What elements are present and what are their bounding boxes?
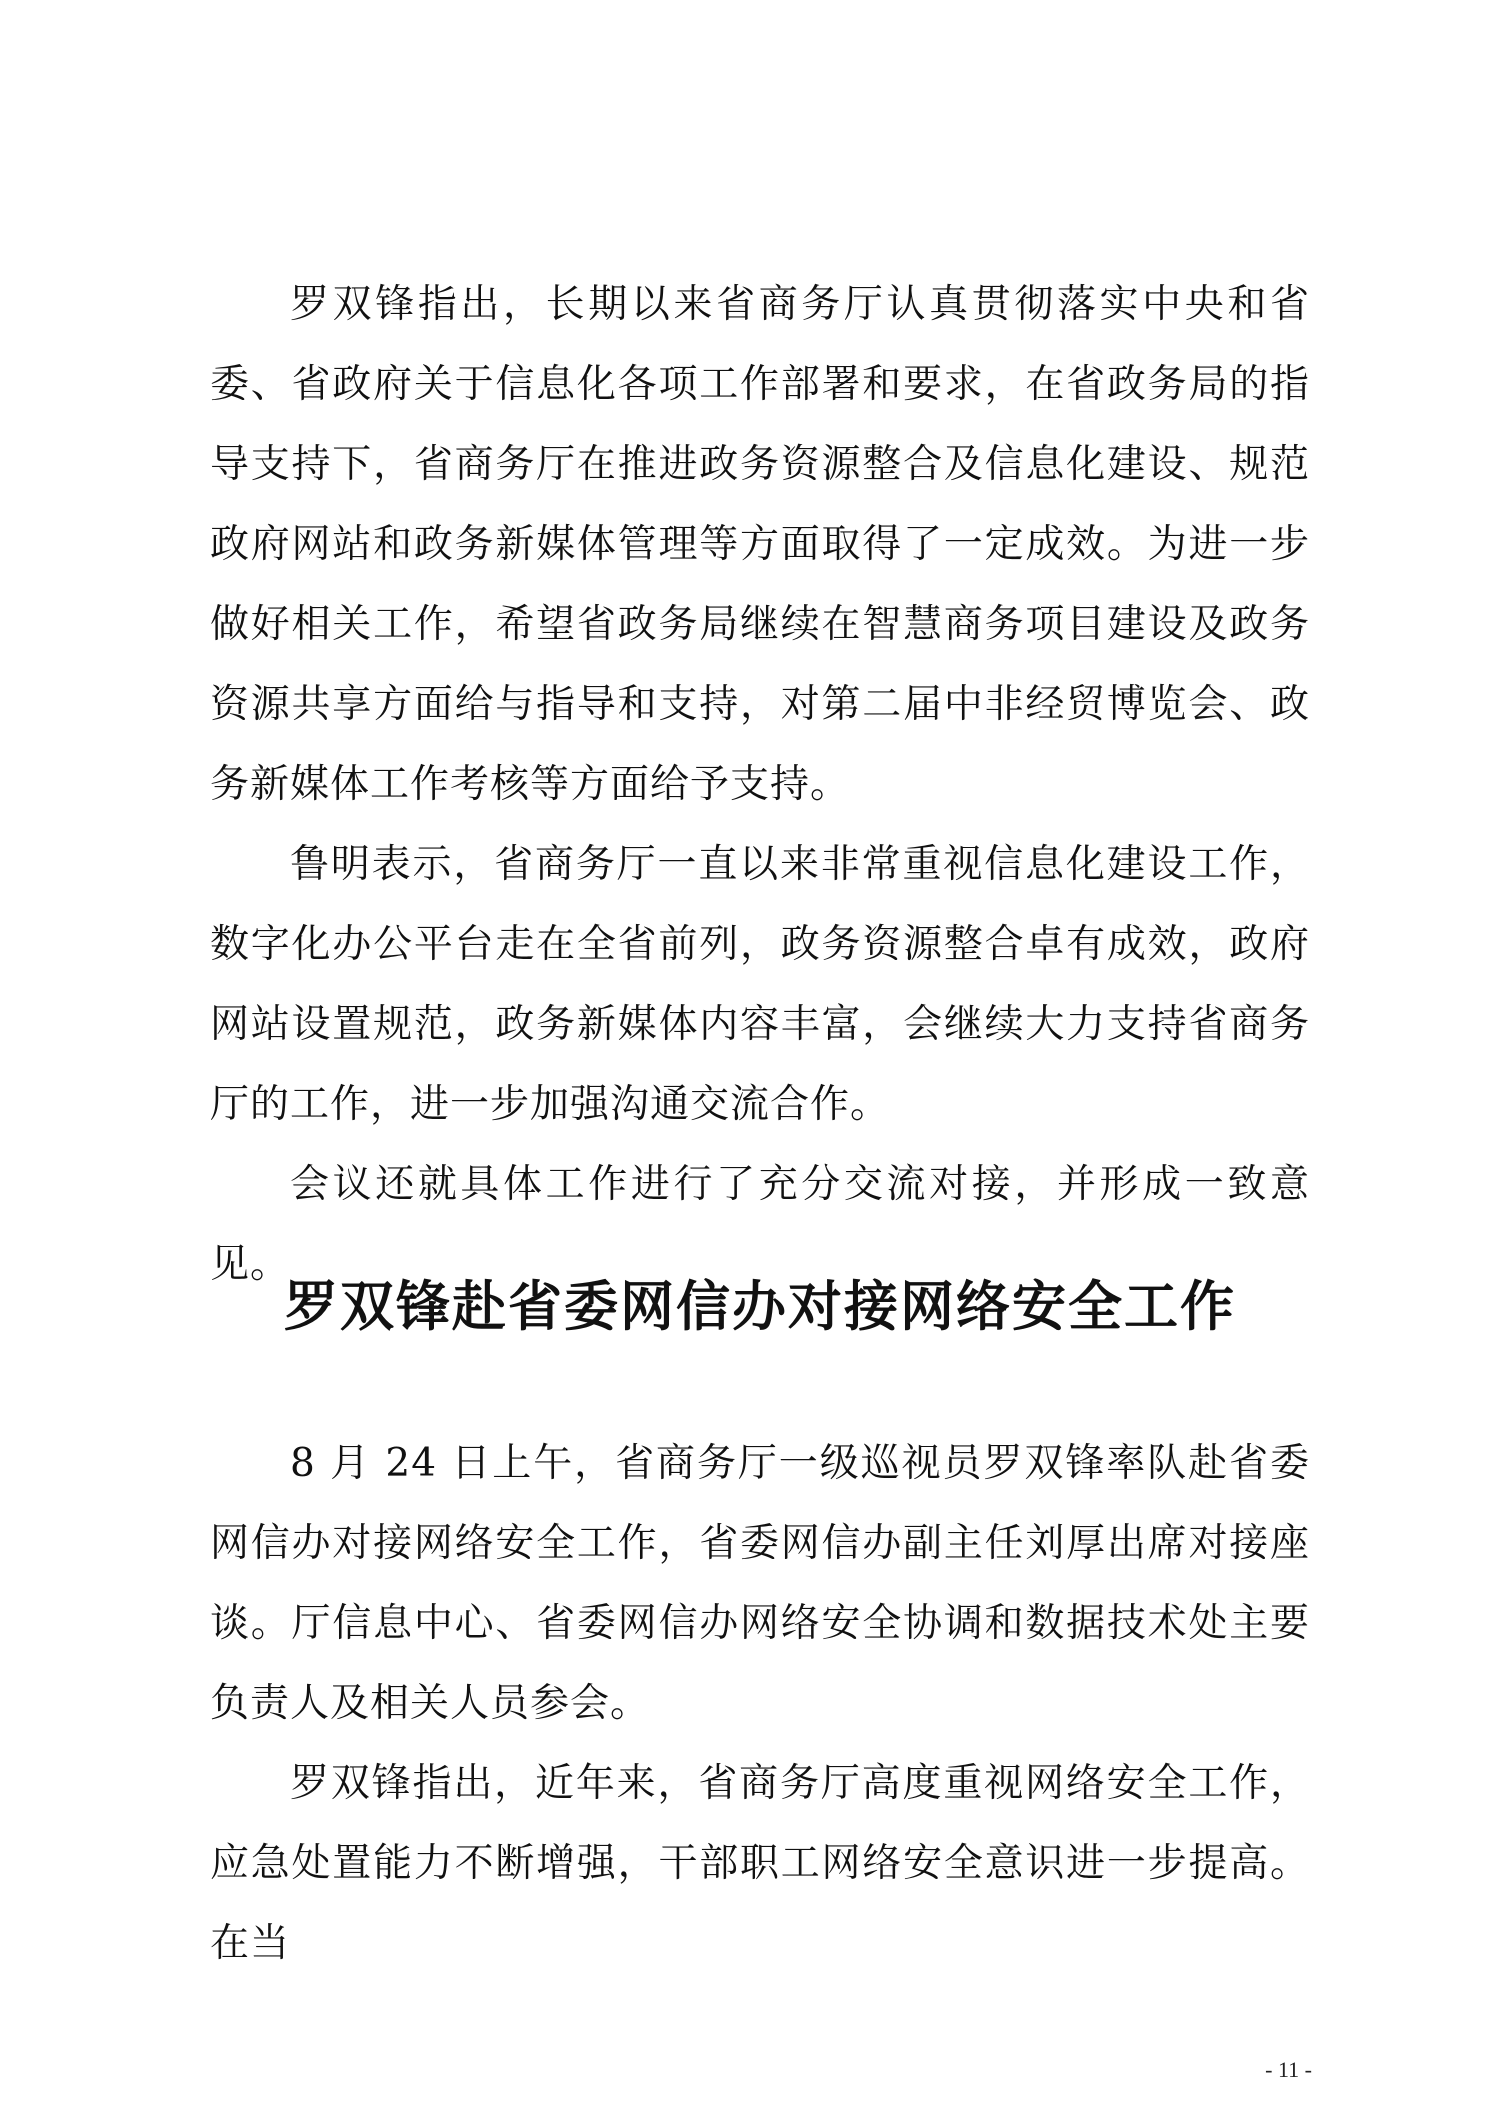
- section-title: 罗双锋赴省委网信办对接网络安全工作: [284, 1275, 1236, 1338]
- paragraph: 罗双锋指出，长期以来省商务厅认真贯彻落实中央和省委、省政府关于信息化各项工作部署和要求，在省政务局的指导支持下，省商务厅在推进政务资源整合及信息化建设、规范政府网站和政务新媒体管理等方面取得了一定成效。为进一步做好相关工作，希望省政务局继续在智慧商务项目建设及政务资源共享方面给与指导和支持，对第二届中非经贸博览会、政务新媒体工作考核等方面给予支持。: [210, 282, 1310, 807]
- section-2-body: [210, 1424, 1310, 1984]
- paragraph: 罗双锋指出，近年来，省商务厅高度重视网络安全工作，应急处置能力不断增强，干部职工网络安全意识进一步提高。在当: [210, 1761, 1310, 1966]
- paragraph: 8 月 24 日上午，省商务厅一级巡视员罗双锋率队赴省委网信办对接网络安全工作，省委网信办副主任刘厚出席对接座谈。厅信息中心、省委网信办网络安全协调和数据技术处主要负责人及相关人员参会。: [210, 1441, 1310, 1726]
- section-1-body: [210, 265, 1310, 1305]
- paragraph: 会议还就具体工作进行了充分交流对接，并形成一致意见。: [210, 1162, 1310, 1287]
- paragraph: 鲁明表示，省商务厅一直以来非常重视信息化建设工作，数字化办公平台走在全省前列，政务资源整合卓有成效，政府网站设置规范，政务新媒体内容丰富，会继续大力支持省商务厅的工作，进一步加强沟通交流合作。: [210, 842, 1310, 1127]
- page-number: - 11 -: [1265, 2057, 1312, 2082]
